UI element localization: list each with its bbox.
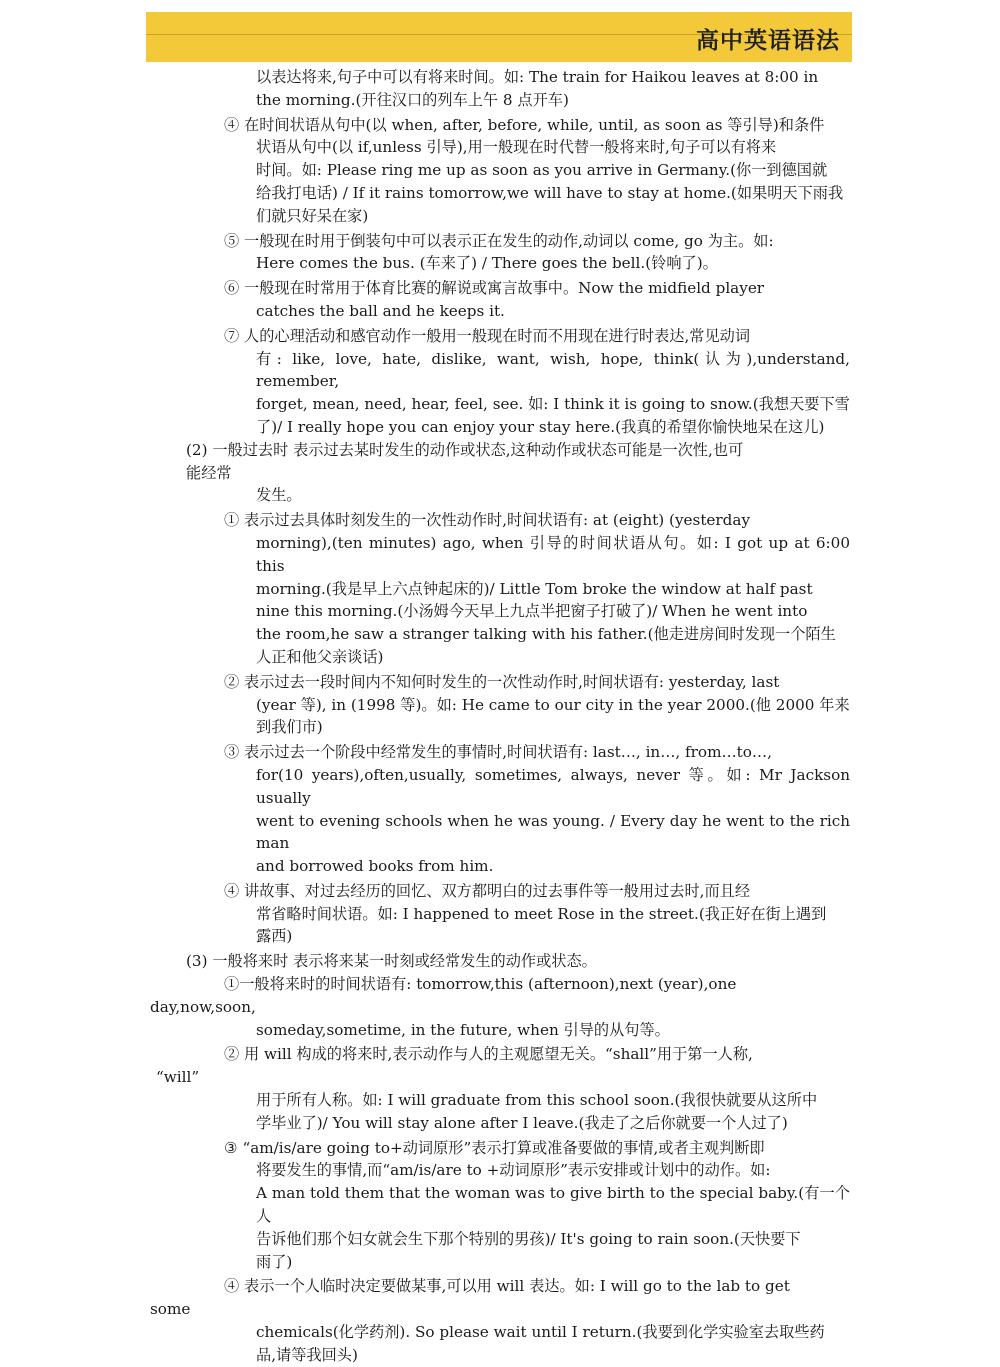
text-line: ①一般将来时的时间状语有: tomorrow,this (afternoon),next (year),one <box>224 975 737 994</box>
text-line: 到我们市) <box>256 718 323 737</box>
text-line: 状语从句中(以 if,unless 引导),用一般现在时代替一般将来时,句子可以有将来 <box>256 138 777 157</box>
text-line: ③ 表示过去一个阶段中经常发生的事情时,时间状语有: last…, in…, from…to…, <box>224 743 772 762</box>
text-line: 常省略时间状语。如: I happened to meet Rose in the street.(我正好在街上遇到 <box>256 904 827 923</box>
section-heading: (2) 一般过去时 表示过去某时发生的动作或状态,这种动作或状态可能是一次性,也可 <box>186 440 744 459</box>
text-line: 给我打电话) / If it rains tomorrow,we will have to stay at home.(如果明天下雨我 <box>256 183 844 202</box>
text-line: 发生。 <box>256 486 302 505</box>
text-line: ② 表示过去一段时间内不知何时发生的一次性动作时,时间状语有: yesterday, last <box>224 672 780 691</box>
text-line: “will” <box>156 1068 200 1087</box>
text-line: ④ 在时间状语从句中(以 when, after, before, while, until, as soon as 等引导)和条件 <box>224 115 825 134</box>
text-line: Here comes the bus. (车来了) / There goes the bell.(铃响了)。 <box>256 254 718 273</box>
text-line: 露西) <box>256 927 293 946</box>
text-line: ⑦ 人的心理活动和感官动作一般用一般现在时而不用现在进行时表达,常见动词 <box>224 326 751 345</box>
text-line: 能经常 <box>186 463 232 482</box>
text-line: ④ 表示一个人临时决定要做某事,可以用 will 表达。如: I will go to the lab to get <box>224 1277 790 1296</box>
text-line: some <box>150 1300 191 1319</box>
document-body <box>150 66 850 1367</box>
text-line: 将要发生的事情,而“am/is/are to +动词原形”表示安排或计划中的动作。如: <box>256 1161 771 1180</box>
text-line: ① 表示过去具体时刻发生的一次性动作时,时间状语有: at (eight) (yesterday <box>224 511 751 530</box>
text-line: forget, mean, need, hear, feel, see. 如: I think it is going to snow.(我想天要下雪 <box>256 395 850 414</box>
text-line: 人正和他父亲谈话) <box>256 647 384 666</box>
text-line: catches the ball and he keeps it. <box>256 301 505 320</box>
text-line: morning.(我是早上六点钟起床的)/ Little Tom broke the window at half past <box>256 579 813 598</box>
text-line: 雨了) <box>256 1252 293 1271</box>
text-line: 用于所有人称。如: I will graduate from this school soon.(我很快就要从这所中 <box>256 1091 818 1110</box>
text-line: ⑤ 一般现在时用于倒装句中可以表示正在发生的动作,动词以 come, go 为主。如: <box>224 231 774 250</box>
text-line: ④ 讲故事、对过去经历的回忆、双方都明白的过去事件等一般用过去时,而且经 <box>224 881 751 900</box>
text-line: 告诉他们那个妇女就会生下那个特别的男孩)/ It's going to rain soon.(天快要下 <box>256 1229 801 1248</box>
text-line: 学毕业了)/ You will stay alone after I leave.(我走了之后你就要一个人过了) <box>256 1113 788 1132</box>
text-line: ② 用 will 构成的将来时,表示动作与人的主观愿望无关。“shall”用于第一人称, <box>224 1045 753 1064</box>
text-line: (year 等), in (1998 等)。如: He came to our city in the year 2000.(他 2000 年来 <box>256 695 850 714</box>
text-line: the morning.(开往汉口的列车上午 8 点开车) <box>256 90 569 109</box>
text-line: ③ “am/is/are going to+动词原形”表示打算或准备要做的事情,或者主观判断即 <box>224 1138 765 1157</box>
text-line: 有: like, love, hate, dislike, want, wish, hope, think(认为),understand, remember, <box>256 349 850 391</box>
page-title: 高中英语语法 <box>696 28 840 54</box>
text-line: nine this morning.(小汤姆今天早上九点半把窗子打破了)/ When he went into <box>256 602 808 621</box>
text-line: and borrowed books from him. <box>256 857 494 876</box>
text-line: day,now,soon, <box>150 997 256 1016</box>
text-line: for(10 years),often,usually, sometimes, always, never 等。如: Mr Jackson usually <box>256 765 850 807</box>
text-line: 们就只好呆在家) <box>256 206 369 225</box>
text-line: A man told them that the woman was to give birth to the special baby.(有一个人 <box>256 1184 850 1226</box>
text-line: 以表达将来,句子中可以有将来时间。如: The train for Haikou leaves at 8:00 in <box>256 68 819 86</box>
text-line: someday,sometime, in the future, when 引导的从句等。 <box>256 1020 670 1039</box>
text-line: 品,请等我回头) <box>256 1345 358 1364</box>
text-line: went to evening schools when he was young. / Every day he went to the rich man <box>256 811 850 853</box>
text-line: ⑥ 一般现在时常用于体育比赛的解说或寓言故事中。Now the midfield player <box>224 279 765 298</box>
text-line: 了)/ I really hope you can enjoy your stay here.(我真的希望你愉快地呆在这儿) <box>256 417 825 436</box>
text-line: the room,he saw a stranger talking with his father.(他走进房间时发现一个陌生 <box>256 625 836 644</box>
text-line: morning),(ten minutes) ago, when 引导的时间状语从句。如: I got up at 6:00 this <box>256 533 850 575</box>
section-heading: (3) 一般将来时 表示将来某一时刻或经常发生的动作或状态。 <box>186 952 597 971</box>
text-line: chemicals(化学药剂). So please wait until I return.(我要到化学实验室去取些药 <box>256 1323 825 1342</box>
text-line: 时间。如: Please ring me up as soon as you arrive in Germany.(你一到德国就 <box>256 161 828 180</box>
